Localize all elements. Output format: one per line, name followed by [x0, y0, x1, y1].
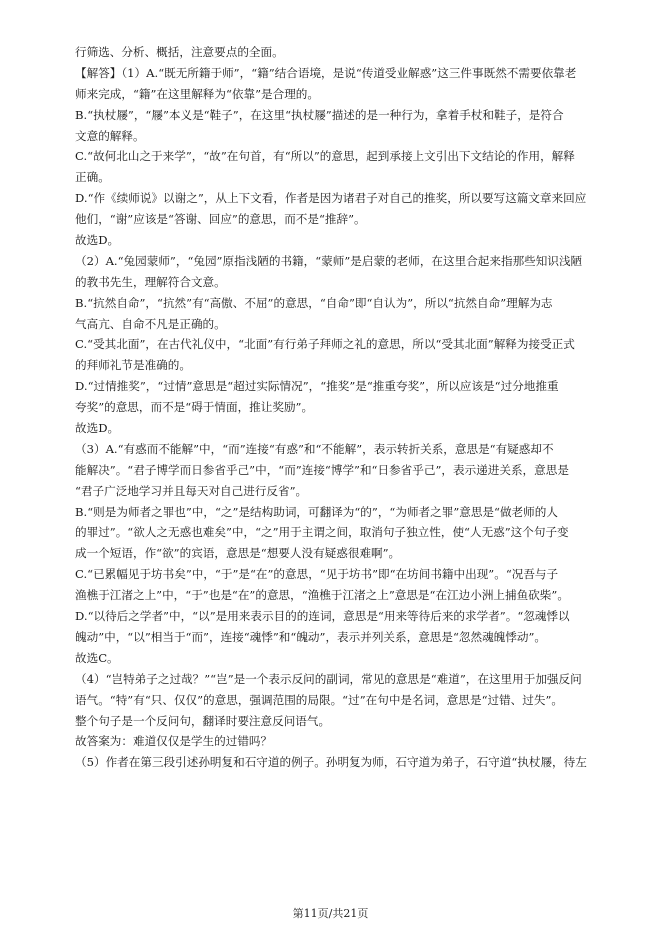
text-line: 整个句子是一个反问句，翻译时要注意反问语气。 [75, 713, 331, 728]
text-line: 的罪过”。“欲人之无惑也难矣”中，“之”用于主谓之间，取消句子独立性，使“人无惑”这个句子变 [75, 525, 569, 540]
text-line: B.“执杖屦”，“屦”本义是“鞋子”，在这里“执杖屦”描述的是一种行为，拿着手杖和鞋子，是符合 [75, 107, 564, 122]
text-line: D.“作《续师说》以谢之”，从上下文看，作者是因为诸君子对自己的推奖，所以要写这篇文章来回应 [75, 191, 587, 206]
text-line: 的教书先生，理解符合文意。 [75, 274, 226, 289]
text-line: （5）作者在第三段引述孙明复和石守道的例子。孙明复为师，石守道为弟子，石守道“执杖屦，待左 [75, 755, 587, 770]
text-line: （2）A.“兔园蒙师”，“兔园”原指浅陋的书籍，“蒙师”是启蒙的老师，在这里合起来指那些知识浅陋 [75, 253, 583, 268]
text-line: 行筛选、分析、概括，注意要点的全面。 [75, 45, 284, 59]
text-line: C.“已累幅见于坊书矣”中，“于”是“在”的意思，“见于坊书”即“在坊间书籍中出现”。“况吾与子 [75, 567, 559, 582]
text-line: （3）A.“有惑而不能解”中，“而”连接“有惑”和“不能解”，表示转折关系，意思是“有疑惑却不 [75, 441, 554, 456]
text-line: B.“则是为师者之罪也”中，“之”是结构助词，可翻译为“的”，“为师者之罪”意思是“做老师的人 [75, 504, 558, 519]
text-line: 能解决”。“君子博学而日参省乎己”中，“而”连接“博学”和“日参省乎己”，表示递进关系，意思是 [75, 462, 569, 477]
text-line: 气高亢、自命不凡是正确的。 [75, 316, 226, 331]
text-line: 故选D。 [75, 233, 120, 248]
text-line: C.“受其北面”，在古代礼仪中，“北面”有行弟子拜师之礼的意思，所以“受其北面”解释为接受正式 [75, 337, 575, 352]
text-line: C.“故何北山之于来学”，“故”在句首，有“所以”的意思，起到承接上文引出下文结论的作用，解释 [75, 149, 575, 164]
text-line: D.“以待后之学者”中，“以”是用来表示目的的连词，意思是“用来等待后来的求学者”。“忽魂悸以 [75, 609, 570, 624]
text-line: （4）“岂特弟子之过哉？”“岂”是一个表示反问的副词，常见的意思是“难道”，在这里用于加强反问 [75, 671, 582, 686]
text-line: 成一个短语，作“欲”的宾语，意思是“想要人没有疑惑很难啊”。 [75, 546, 401, 561]
text-line: 的拜师礼节是准确的。 [75, 358, 191, 373]
text-line: 师来完成，“籍”在这里解释为“依靠”是合理的。 [75, 86, 319, 101]
text-line: 语气。“特”有“只、仅仅”的意思，强调范围的局限。“过”在句中是名词，意思是“过错、过失”。 [75, 692, 563, 707]
text-line: 正确。 [75, 170, 110, 185]
document-body [75, 42, 603, 773]
text-line: “君子广泛地学习并且每天对自己进行反省”。 [75, 483, 308, 498]
text-line: 夸奖”的意思，而不是“碍于情面，推让奖励”。 [75, 400, 314, 415]
page-number: 第11页/共21页 [292, 907, 369, 920]
text-line: 他们，“谢”应该是“答谢、回应”的意思，而不是“推辞”。 [75, 212, 366, 227]
text-line: 【解答】（1）A.“既无所籍于师”，“籍”结合语境，是说“传道受业解惑”这三件事既然不需要依靠老 [75, 65, 577, 80]
text-line: 文意的解释。 [75, 128, 145, 143]
text-line: D.“过情推奖”，“过情”意思是“超过实际情况”，“推奖”是“推重夸奖”，所以应该是“过分地推重 [75, 379, 559, 394]
text-line: 故选D。 [75, 421, 120, 436]
text-line: 故答案为：难道仅仅是学生的过错吗？ [75, 734, 273, 749]
text-line: 故选C。 [75, 650, 119, 665]
text-line: B.“抗然自命”，“抗然”有“高傲、不屈”的意思，“自命”即“自认为”，所以“抗然自命”理解为志 [75, 295, 553, 310]
text-line: 渔樵于江渚之上”中，“于”也是“在”的意思，“渔樵于江渚之上”意思是“在江边小洲上捕鱼砍柴”。 [75, 588, 569, 603]
text-line: 魄动”中，“以”相当于“而”，连接“魂悸”和“魄动”，表示并列关系，意思是“忽然魂魄悸动”。 [75, 629, 546, 644]
